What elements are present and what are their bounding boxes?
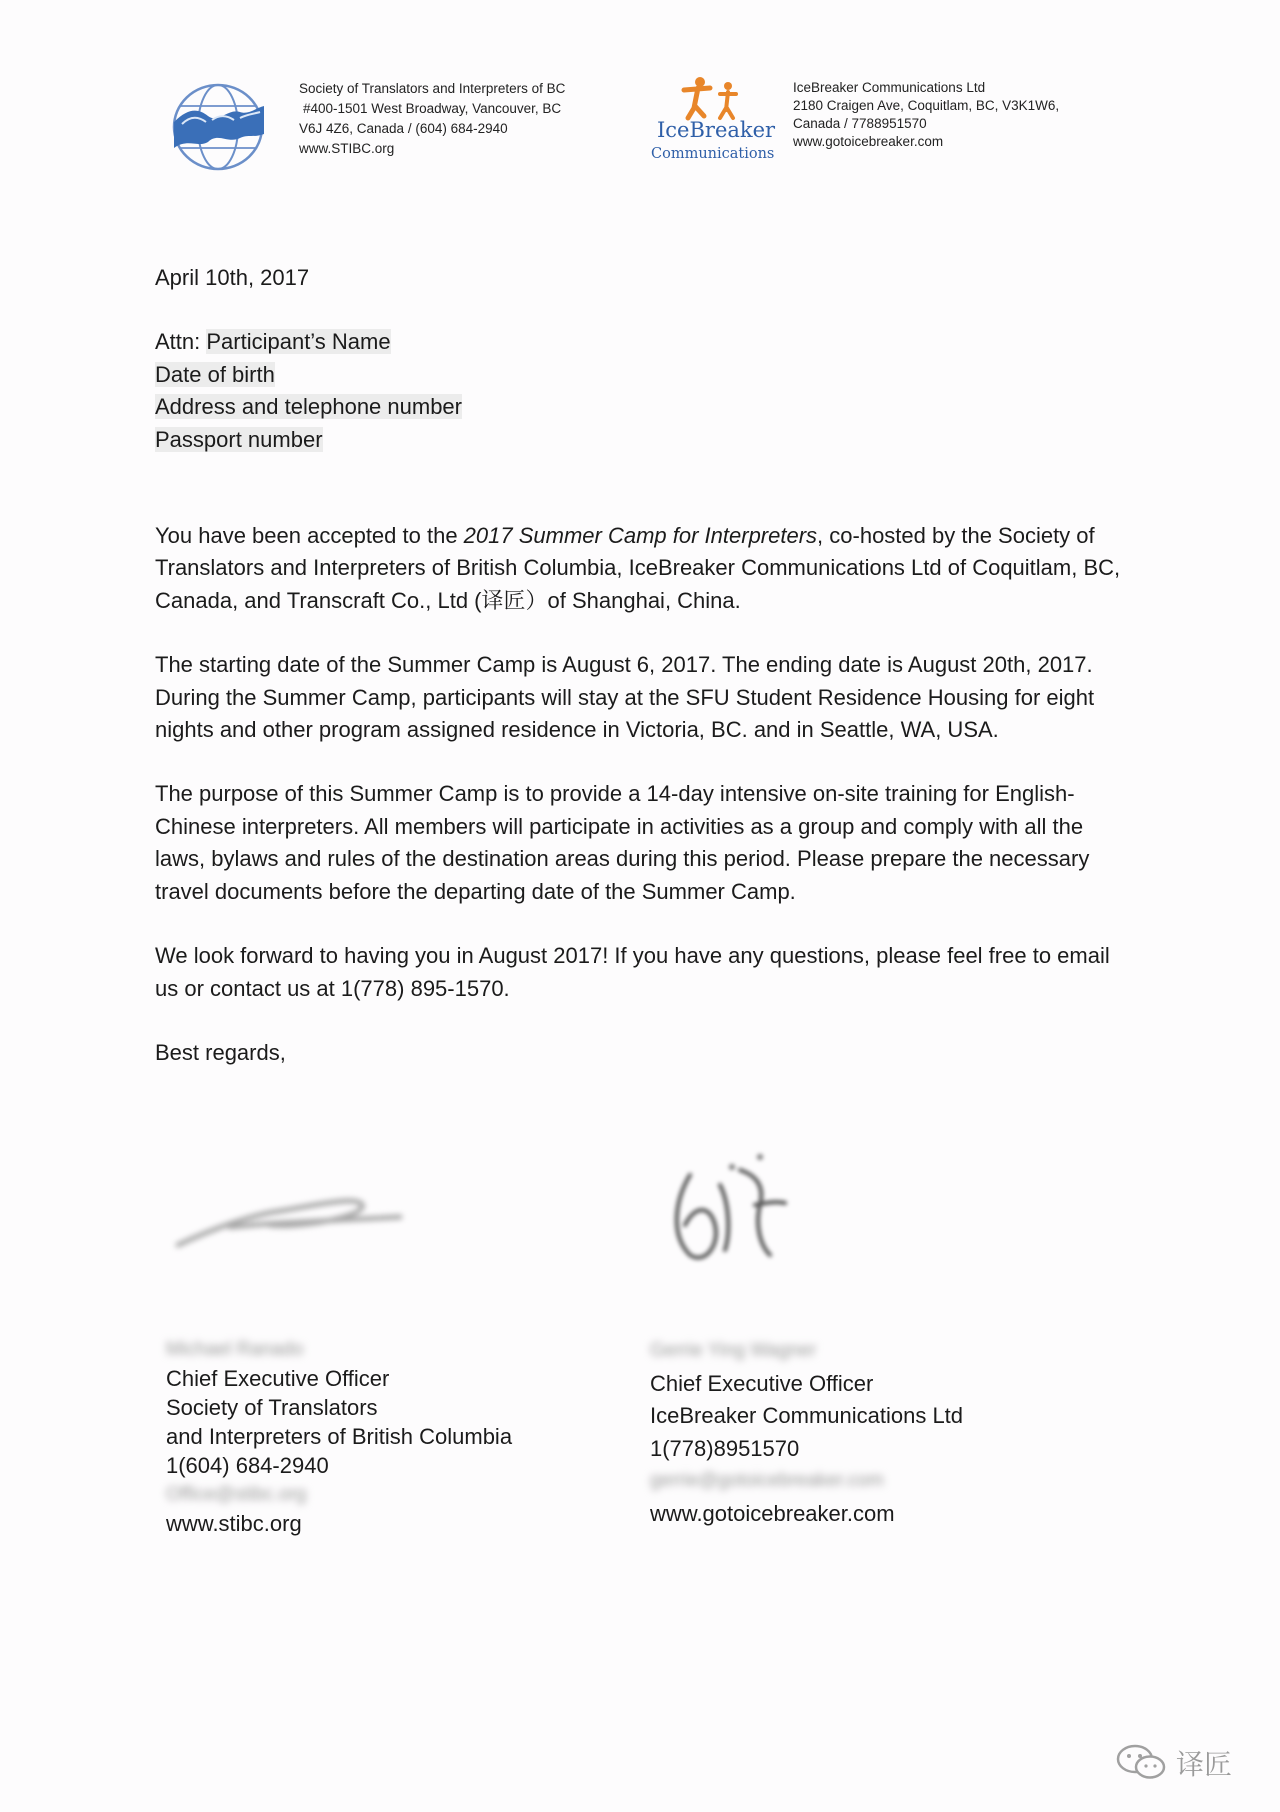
icebreaker-address	[793, 79, 1059, 151]
stibc-address-line: #400-1501 West Broadway, Vancouver, BC	[303, 101, 562, 116]
left-signer-phone: 1(604) 684-2940	[166, 1453, 329, 1478]
right-signature	[660, 1145, 800, 1275]
camp-name: 2017 Summer Camp for Interpreters	[463, 523, 818, 549]
watermark-text: 译匠	[1176, 1748, 1233, 1781]
dates-paragraph: The starting date of the Summer Camp is August 6, 2017. The ending date is August 20th, 2017. During the Summer Camp, participants will stay at the SFU Student Residence Housing for eight nights and other program assigned residence in Victoria, BC. and in Seattle, WA, USA.	[155, 652, 1095, 743]
stibc-address-line: Society of Translators and Interpreters of BC	[299, 81, 566, 96]
icebreaker-address-line: 2180 Craigen Ave, Coquitlam, BC, V3K1W6,	[793, 98, 1060, 113]
icebreaker-figures-icon	[670, 74, 752, 122]
stibc-website[interactable]: www.STIBC.org	[299, 141, 395, 156]
left-signature	[170, 1175, 410, 1255]
left-signer-email: Office@stibc.org	[166, 1484, 307, 1505]
acceptance-text: You have been accepted to the	[155, 523, 464, 549]
attn-prefix: Attn:	[155, 329, 207, 355]
letterhead	[0, 0, 1280, 200]
date-of-birth: Date of birth	[155, 361, 275, 387]
icebreaker-logo-name: IceBreaker	[657, 118, 776, 142]
left-signer-org: Society of Translators	[166, 1395, 378, 1420]
icebreaker-address-line: Canada / 7788951570	[793, 116, 927, 131]
closing: Best regards,	[155, 1039, 286, 1065]
right-signer-org: IceBreaker Communications Ltd	[650, 1403, 964, 1428]
recipient-block	[155, 326, 1133, 456]
attn-line	[155, 326, 1133, 358]
left-signature-block	[166, 1335, 512, 1538]
icebreaker-address-line: IceBreaker Communications Ltd	[793, 80, 986, 95]
right-signer-title: Chief Executive Officer	[650, 1370, 874, 1396]
acceptance-paragraph	[155, 520, 1133, 617]
icebreaker-website[interactable]: www.gotoicebreaker.com	[793, 134, 944, 149]
letter-body	[155, 262, 1133, 1069]
acceptance-text: , co-hosted by the Society of Translators and Interpreters of British Columbia, IceBreaker Communications Ltd of Coquitlam, BC, Canada, and Transcraft Co., Ltd (译匠）of Shanghai, China.	[155, 523, 1121, 613]
left-signer-website[interactable]: www.stibc.org	[166, 1511, 302, 1536]
letter-date: April 10th, 2017	[155, 265, 310, 290]
left-signer-title: Chief Executive Officer	[166, 1366, 390, 1391]
right-signature-block	[650, 1335, 963, 1530]
purpose-paragraph: The purpose of this Summer Camp is to provide a 14-day intensive on-site training for English-Chinese interpreters. All members will participate in activities as a group and comply with all the laws, bylaws and rules of the destination areas during this period. Please prepare the necessary travel documents before the departing date of the Summer Camp.	[155, 781, 1090, 904]
stibc-address-line: V6J 4Z6, Canada / (604) 684-2940	[299, 121, 508, 136]
contact-paragraph: We look forward to having you in August 2017! If you have any questions, please feel free to email us or contact us at 1(778) 895-1570.	[155, 943, 1110, 1001]
passport-number: Passport number	[155, 426, 323, 452]
stibc-logo	[168, 82, 268, 172]
wechat-icon	[1115, 1742, 1169, 1782]
participant-name: Participant’s Name	[206, 329, 391, 355]
right-signer-email: gerrie@gotoicebreaker.com	[650, 1470, 884, 1491]
icebreaker-logo-sub: Communications	[651, 146, 775, 162]
right-signer-phone: 1(778)8951570	[650, 1435, 800, 1461]
left-signer-name: Michael Ranado	[166, 1339, 304, 1360]
right-signer-website[interactable]: www.gotoicebreaker.com	[650, 1500, 895, 1526]
left-signer-org: and Interpreters of British Columbia	[166, 1424, 513, 1449]
address-and-phone: Address and telephone number	[155, 394, 462, 420]
right-signer-name: Gerrie Ying Wagner	[650, 1340, 817, 1361]
stibc-address	[299, 79, 565, 159]
